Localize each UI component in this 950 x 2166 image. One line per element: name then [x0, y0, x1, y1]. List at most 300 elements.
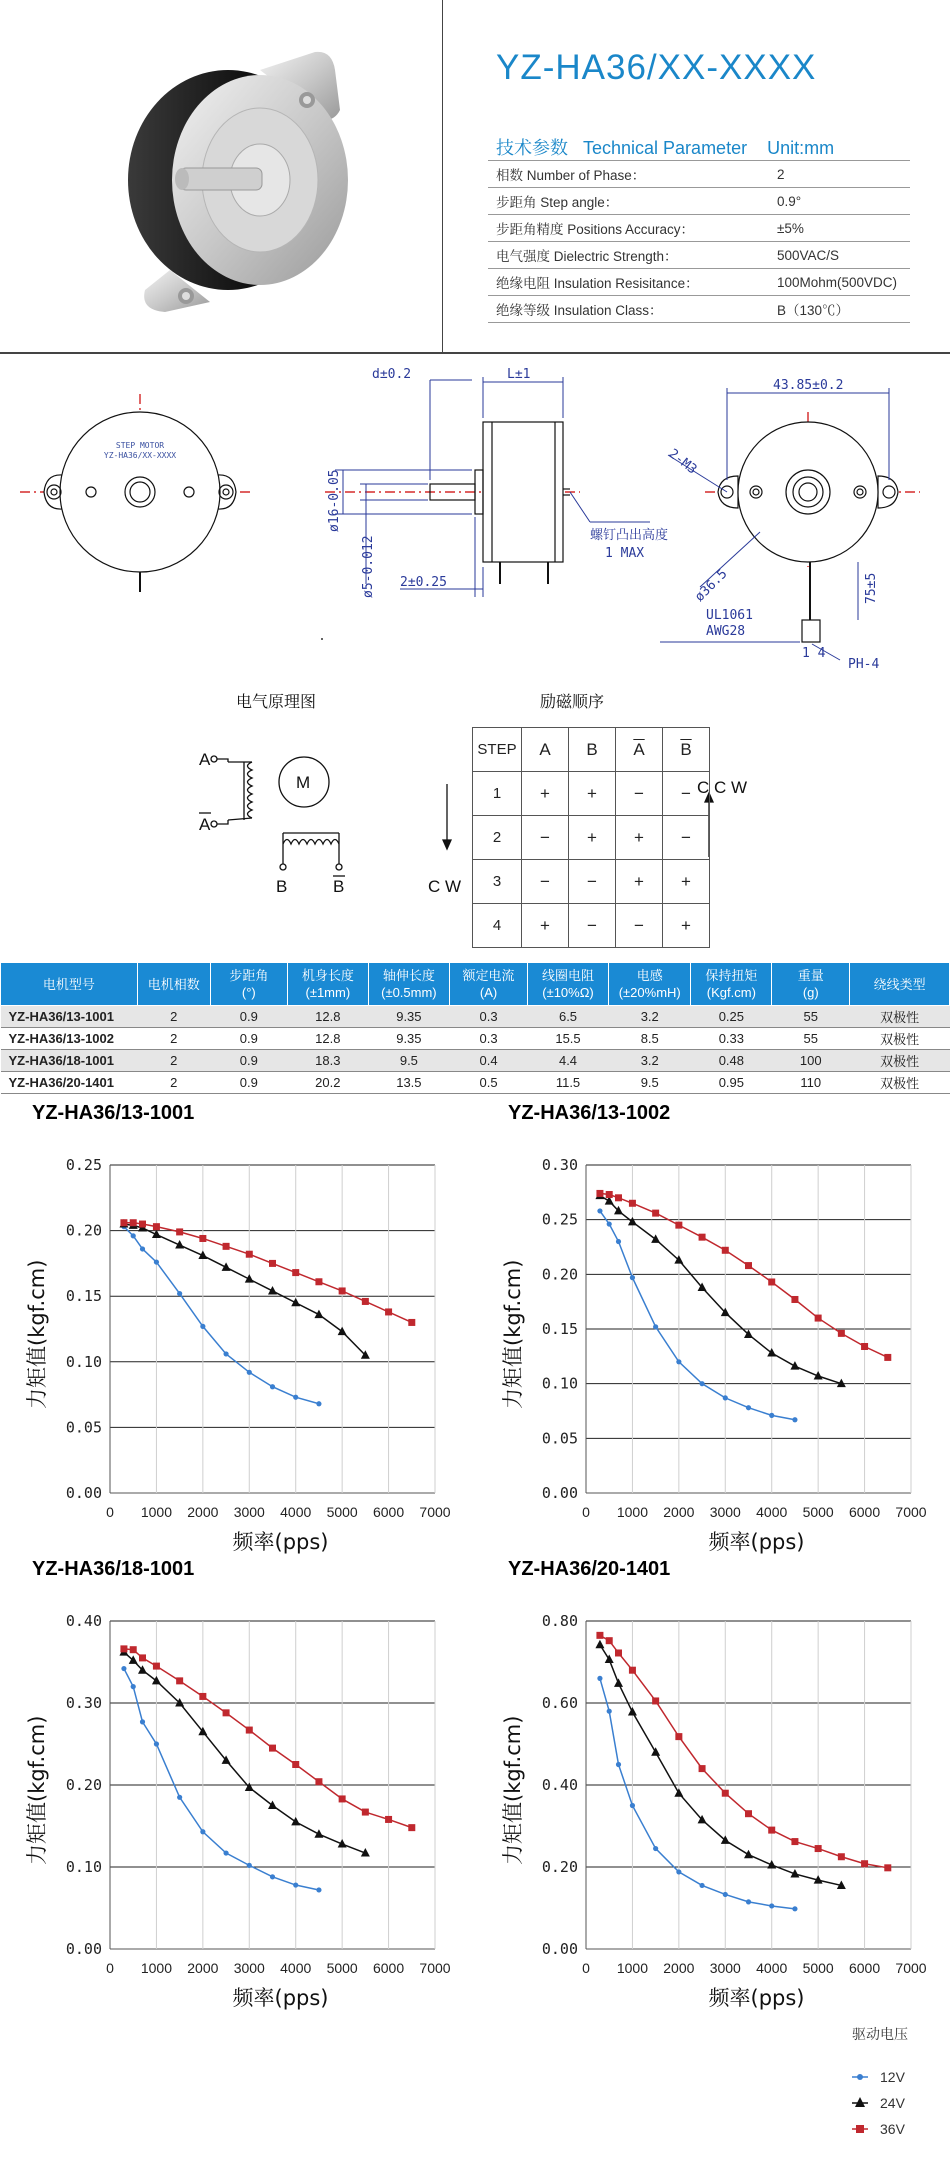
- data-point: [315, 1778, 322, 1785]
- ccw-label: C C W: [697, 778, 748, 797]
- legend-marker: [856, 2125, 864, 2133]
- coil-b: B: [276, 877, 288, 896]
- spec-cell: 9.35: [368, 1028, 450, 1050]
- series-24V: [595, 1640, 845, 1889]
- data-point: [139, 1221, 146, 1228]
- x-tick-label: 2000: [663, 1960, 695, 1976]
- data-point: [139, 1654, 146, 1661]
- spec-cell: 55: [772, 1006, 850, 1028]
- x-tick-label: 3000: [709, 1504, 741, 1520]
- data-point: [339, 1795, 346, 1802]
- x-tick-label: 0: [582, 1960, 590, 1976]
- data-point: [614, 1678, 623, 1687]
- spec-header-cell: 绕线类型: [850, 963, 950, 1006]
- x-tick-label: 5000: [802, 1504, 834, 1520]
- data-point: [292, 1761, 299, 1768]
- data-point: [121, 1666, 126, 1671]
- data-point: [607, 1709, 612, 1714]
- data-point: [130, 1219, 137, 1226]
- x-tick-label: 1000: [140, 1960, 173, 1976]
- x-tick-label: 4000: [756, 1504, 788, 1520]
- series-36V: [120, 1645, 415, 1831]
- spec-cell: 9.5: [609, 1072, 691, 1094]
- x-axis-label: 频率(pps): [232, 1530, 329, 1554]
- data-point: [291, 1298, 300, 1307]
- spec-cell: 0.48: [691, 1050, 772, 1072]
- data-point: [606, 1191, 613, 1198]
- step-cell: −: [522, 816, 569, 860]
- step-cell: 2: [473, 816, 522, 860]
- spec-cell: 2: [137, 1050, 210, 1072]
- data-point: [653, 1846, 658, 1851]
- data-point: [408, 1824, 415, 1831]
- data-point: [699, 1765, 706, 1772]
- series-line: [124, 1224, 365, 1355]
- data-point: [597, 1208, 602, 1213]
- step-cell: B: [569, 728, 616, 772]
- param-row: [488, 161, 910, 188]
- data-point: [291, 1817, 300, 1826]
- connector-type: PH-4: [848, 657, 880, 672]
- series-36V: [596, 1632, 891, 1871]
- param-value: ±5%: [769, 215, 910, 242]
- spec-cell: 9.5: [368, 1050, 450, 1072]
- x-tick-label: 1000: [616, 1504, 649, 1520]
- y-tick-label: 0.20: [541, 1265, 578, 1284]
- spec-cell: 0.9: [210, 1072, 287, 1094]
- data-point: [768, 1827, 775, 1834]
- series-24V: [119, 1219, 369, 1359]
- data-point: [131, 1233, 136, 1238]
- wire-spec-1: UL1061: [706, 608, 753, 623]
- spec-cell: 0.9: [210, 1006, 287, 1028]
- x-tick-label: 6000: [848, 1960, 881, 1976]
- spec-header-cell: 重量 (g): [772, 963, 850, 1006]
- x-tick-label: 3000: [709, 1960, 741, 1976]
- spec-cell: 15.5: [527, 1028, 608, 1050]
- legend-marker: [855, 2097, 865, 2107]
- chart-title: YZ-HA36/18-1001: [32, 1558, 195, 1580]
- y-tick-label: 0.40: [541, 1776, 578, 1794]
- coil-a-bar: A: [199, 815, 211, 834]
- param-label: 电气强度 Dielectric Strength：: [488, 242, 769, 269]
- series-line: [124, 1669, 319, 1890]
- x-tick-label: 1000: [140, 1504, 173, 1520]
- spec-cell: YZ-HA36/13-1001: [1, 1006, 138, 1028]
- coil-a: A: [199, 750, 211, 769]
- dim-dia5: ø5-0.012: [361, 535, 376, 598]
- step-cell: $\overline{A}$: [616, 728, 663, 772]
- dim-pcd: ø36.5: [692, 566, 731, 605]
- motor-symbol: M: [296, 773, 311, 792]
- data-point: [223, 1243, 230, 1250]
- wire-spec-2: AWG28: [706, 624, 746, 639]
- x-tick-label: 7000: [895, 1960, 927, 1976]
- spec-cell: 双极性: [850, 1006, 950, 1028]
- data-point: [246, 1251, 253, 1258]
- series-24V: [119, 1647, 369, 1856]
- spec-cell: 双极性: [850, 1050, 950, 1072]
- step-cell: +: [522, 772, 569, 816]
- param-value: 2: [769, 161, 910, 188]
- dim-holes: 2-M3: [665, 446, 700, 478]
- x-axis-label: 频率(pps): [708, 1986, 805, 2010]
- data-point: [339, 1287, 346, 1294]
- data-point: [597, 1676, 602, 1681]
- data-point: [630, 1275, 635, 1280]
- series-line: [600, 1211, 795, 1420]
- y-tick-label: 0.00: [65, 1940, 102, 1958]
- x-tick-label: 2000: [663, 1504, 695, 1520]
- dim-width: 43.85±0.2: [773, 378, 844, 393]
- spec-table: [0, 962, 950, 1094]
- series-line: [600, 1645, 841, 1886]
- spec-cell: 100: [772, 1050, 850, 1072]
- data-point: [269, 1260, 276, 1267]
- legend-label: 24V: [880, 2095, 905, 2111]
- cw-label: C W: [428, 877, 462, 896]
- param-label: 步距角 Step angle：: [488, 188, 769, 215]
- spec-cell: 20.2: [288, 1072, 369, 1094]
- data-point: [200, 1829, 205, 1834]
- y-axis-label: 力矩值(kgf.cm): [501, 1259, 525, 1409]
- x-tick-label: 6000: [372, 1504, 405, 1520]
- spec-header-cell: 机身长度 (±1mm): [288, 963, 369, 1006]
- data-point: [223, 1351, 228, 1356]
- spec-cell: 3.2: [609, 1006, 691, 1028]
- data-point: [316, 1401, 321, 1406]
- data-point: [154, 1259, 159, 1264]
- step-cell: +: [569, 772, 616, 816]
- data-point: [293, 1395, 298, 1400]
- data-point: [140, 1246, 145, 1251]
- parameter-table: [488, 160, 910, 323]
- data-point: [247, 1370, 252, 1375]
- header-divider: [442, 0, 443, 352]
- legend-label: 36V: [880, 2121, 905, 2137]
- data-point: [745, 1262, 752, 1269]
- x-tick-label: 2000: [187, 1504, 219, 1520]
- step-cell: A: [522, 728, 569, 772]
- legend-item: [852, 2095, 906, 2111]
- chart-panel: [501, 1102, 927, 1554]
- data-point: [246, 1727, 253, 1734]
- spec-row: [1, 1050, 950, 1072]
- x-tick-label: 4000: [280, 1960, 312, 1976]
- step-cell: 4: [473, 904, 522, 948]
- step-row: [473, 860, 710, 904]
- series-12V: [121, 1666, 321, 1893]
- y-tick-label: 0.00: [541, 1484, 578, 1502]
- dim-dia16: ø16-0.05: [327, 469, 342, 532]
- step-cell: +: [663, 904, 710, 948]
- spec-header-cell: 步距角 (°): [210, 963, 287, 1006]
- data-point: [746, 1899, 751, 1904]
- x-tick-label: 0: [106, 1960, 114, 1976]
- data-point: [177, 1291, 182, 1296]
- x-tick-label: 7000: [419, 1960, 451, 1976]
- data-point: [199, 1693, 206, 1700]
- data-point: [769, 1903, 774, 1908]
- y-tick-label: 0.25: [65, 1156, 102, 1174]
- data-point: [838, 1853, 845, 1860]
- y-tick-label: 0.30: [541, 1156, 578, 1174]
- y-tick-label: 0.15: [541, 1320, 578, 1338]
- data-point: [130, 1646, 137, 1653]
- data-point: [723, 1892, 728, 1897]
- data-point: [630, 1803, 635, 1808]
- data-point: [745, 1810, 752, 1817]
- y-tick-label: 0.30: [65, 1694, 102, 1712]
- spec-cell: 13.5: [368, 1072, 450, 1094]
- step-row: [473, 816, 710, 860]
- data-point: [815, 1845, 822, 1852]
- spec-header-cell: 电机相数: [137, 963, 210, 1006]
- chart-title: YZ-HA36/20-1401: [508, 1558, 671, 1580]
- y-tick-label: 0.60: [541, 1694, 578, 1712]
- data-point: [153, 1223, 160, 1230]
- spec-cell: 9.35: [368, 1006, 450, 1028]
- data-point: [744, 1850, 753, 1859]
- data-point: [408, 1319, 415, 1326]
- data-point: [861, 1860, 868, 1867]
- y-tick-label: 0.10: [65, 1858, 102, 1876]
- step-header-row: [473, 728, 710, 772]
- legend-item: [852, 2069, 906, 2085]
- y-axis-label: 力矩值(kgf.cm): [25, 1259, 49, 1409]
- data-point: [199, 1235, 206, 1242]
- model-title: YZ-HA36/XX-XXXX: [496, 48, 817, 87]
- data-point: [884, 1354, 891, 1361]
- chart-panel: [25, 1558, 451, 2010]
- step-row: [473, 904, 710, 948]
- coil-b-bar: B: [333, 877, 345, 896]
- data-point: [652, 1210, 659, 1217]
- spec-header-cell: 轴伸长度 (±0.5mm): [368, 963, 450, 1006]
- excitation-sequence-table: [472, 727, 710, 948]
- param-heading: 技术参数 Technical Parameter Unit:mm: [496, 138, 835, 158]
- y-tick-label: 0.00: [541, 1940, 578, 1958]
- pin-numbers: 1 4: [802, 646, 826, 661]
- y-tick-label: 0.10: [541, 1374, 578, 1393]
- spec-cell: 0.95: [691, 1072, 772, 1094]
- legend-title: 驱动电压: [852, 2026, 908, 2042]
- spec-cell: 0.4: [450, 1050, 528, 1072]
- x-axis-label: 频率(pps): [232, 1986, 329, 2010]
- spec-cell: 3.2: [609, 1050, 691, 1072]
- x-tick-label: 4000: [280, 1504, 312, 1520]
- motor-photo: [110, 40, 360, 320]
- data-point: [268, 1801, 277, 1810]
- series-12V: [121, 1224, 321, 1406]
- spec-cell: 0.3: [450, 1006, 528, 1028]
- data-point: [699, 1883, 704, 1888]
- data-point: [385, 1308, 392, 1315]
- spec-cell: 6.5: [527, 1006, 608, 1028]
- data-point: [616, 1762, 621, 1767]
- y-tick-label: 0.15: [65, 1287, 102, 1306]
- spec-cell: 0.9: [210, 1028, 287, 1050]
- spec-cell: 12.8: [288, 1028, 369, 1050]
- spec-header-cell: 线圈电阻 (±10%Ω): [527, 963, 608, 1006]
- data-point: [791, 1296, 798, 1303]
- x-tick-label: 5000: [326, 1504, 358, 1520]
- y-tick-label: 0.00: [65, 1484, 102, 1502]
- data-point: [177, 1795, 182, 1800]
- chart-title: YZ-HA36/13-1002: [508, 1102, 671, 1124]
- step-cell: $\overline{B}$: [663, 728, 710, 772]
- data-point: [362, 1298, 369, 1305]
- step-cell: −: [616, 904, 663, 948]
- param-value: B（130℃）: [769, 296, 910, 323]
- data-point: [675, 1733, 682, 1740]
- step-cell: +: [663, 860, 710, 904]
- data-point: [176, 1677, 183, 1684]
- data-point: [767, 1348, 776, 1357]
- data-point: [722, 1247, 729, 1254]
- data-point: [699, 1234, 706, 1241]
- step-cell: +: [522, 904, 569, 948]
- data-point: [292, 1269, 299, 1276]
- spec-cell: 0.25: [691, 1006, 772, 1028]
- chart-title: YZ-HA36/13-1001: [32, 1102, 195, 1124]
- data-point: [815, 1315, 822, 1322]
- series-line: [600, 1635, 888, 1867]
- spec-cell: 0.5: [450, 1072, 528, 1094]
- data-point: [247, 1863, 252, 1868]
- data-point: [615, 1649, 622, 1656]
- series-line: [124, 1649, 412, 1828]
- spec-header-cell: 电感 (±20%mH): [609, 963, 691, 1006]
- torque-charts: [0, 1090, 950, 2166]
- param-value: 100Mohm(500VDC): [769, 269, 910, 296]
- step-cell: −: [663, 816, 710, 860]
- param-value: 500VAC/S: [769, 242, 910, 269]
- data-point: [595, 1640, 604, 1649]
- step-cell: −: [522, 860, 569, 904]
- chart-panel: [25, 1102, 451, 1554]
- legend-marker: [857, 2074, 863, 2080]
- data-point: [245, 1274, 254, 1283]
- spec-cell: 18.3: [288, 1050, 369, 1072]
- series-12V: [597, 1676, 797, 1912]
- y-tick-label: 0.25: [541, 1210, 578, 1229]
- electrical-schematic: [199, 692, 345, 896]
- spec-header-cell: 额定电流 (A): [450, 963, 528, 1006]
- step-cell: STEP: [473, 728, 522, 772]
- dim-l: L±1: [507, 367, 531, 382]
- spec-cell: 2: [137, 1028, 210, 1050]
- spec-row: [1, 1028, 950, 1050]
- data-point: [861, 1343, 868, 1350]
- spec-cell: 2: [137, 1072, 210, 1094]
- data-point: [652, 1697, 659, 1704]
- data-point: [722, 1790, 729, 1797]
- x-tick-label: 6000: [848, 1504, 881, 1520]
- x-tick-label: 0: [582, 1504, 590, 1520]
- data-point: [314, 1829, 323, 1838]
- x-tick-label: 7000: [419, 1504, 451, 1520]
- x-axis-label: 频率(pps): [708, 1530, 805, 1554]
- series-line: [124, 1223, 412, 1323]
- data-point: [596, 1632, 603, 1639]
- data-point: [769, 1413, 774, 1418]
- x-tick-label: 2000: [187, 1960, 219, 1976]
- spec-cell: 12.8: [288, 1006, 369, 1028]
- spec-header-cell: 保持扭矩 (Kgf.cm): [691, 963, 772, 1006]
- data-point: [884, 1864, 891, 1871]
- step-cell: +: [616, 816, 663, 860]
- data-point: [362, 1809, 369, 1816]
- step-cell: +: [616, 860, 663, 904]
- data-point: [152, 1676, 161, 1685]
- front-label-2: YZ-HA36/XX-XXXX: [103, 451, 177, 460]
- front-label-1: STEP MOTOR: [115, 441, 165, 450]
- spec-cell: 4.4: [527, 1050, 608, 1072]
- spec-cell: 0.3: [450, 1028, 528, 1050]
- step-cell: −: [663, 772, 710, 816]
- rear-view: [660, 378, 920, 672]
- x-tick-label: 1000: [616, 1960, 649, 1976]
- data-point: [154, 1741, 159, 1746]
- spec-cell: 110: [772, 1072, 850, 1094]
- data-point: [270, 1384, 275, 1389]
- param-label: 绝缘电阻 Insulation Resisitance：: [488, 269, 769, 296]
- param-row: [488, 188, 910, 215]
- series-line: [600, 1196, 841, 1384]
- data-point: [223, 1709, 230, 1716]
- y-axis-label: 力矩值(kgf.cm): [501, 1715, 525, 1865]
- data-point: [176, 1228, 183, 1235]
- data-point: [316, 1887, 321, 1892]
- data-point: [223, 1850, 228, 1855]
- spec-cell: 双极性: [850, 1028, 950, 1050]
- front-view: [20, 394, 250, 592]
- data-point: [615, 1194, 622, 1201]
- param-row: [488, 242, 910, 269]
- step-cell: 3: [473, 860, 522, 904]
- data-point: [651, 1234, 660, 1243]
- step-cell: +: [569, 816, 616, 860]
- param-label: 相数 Number of Phase：: [488, 161, 769, 188]
- x-tick-label: 4000: [756, 1960, 788, 1976]
- data-point: [628, 1707, 637, 1716]
- side-view: [325, 367, 668, 598]
- y-axis-label: 力矩值(kgf.cm): [25, 1715, 49, 1865]
- step-cell: 1: [473, 772, 522, 816]
- spec-cell: 8.5: [609, 1028, 691, 1050]
- data-point: [768, 1278, 775, 1285]
- data-point: [651, 1747, 660, 1756]
- data-point: [628, 1217, 637, 1226]
- param-row: [488, 215, 910, 242]
- data-point: [270, 1874, 275, 1879]
- spec-header-cell: 电机型号: [1, 963, 138, 1006]
- chart-panel: [501, 1558, 927, 2010]
- sequence-title: 励磁顺序: [540, 692, 605, 711]
- data-point: [629, 1200, 636, 1207]
- data-point: [723, 1395, 728, 1400]
- data-point: [314, 1310, 323, 1319]
- step-cell: −: [569, 860, 616, 904]
- schematic-title: 电气原理图: [236, 692, 317, 711]
- x-tick-label: 3000: [233, 1960, 265, 1976]
- x-tick-label: 7000: [895, 1504, 927, 1520]
- x-tick-label: 5000: [802, 1960, 834, 1976]
- data-point: [269, 1745, 276, 1752]
- data-point: [676, 1359, 681, 1364]
- spec-row: [1, 1006, 950, 1028]
